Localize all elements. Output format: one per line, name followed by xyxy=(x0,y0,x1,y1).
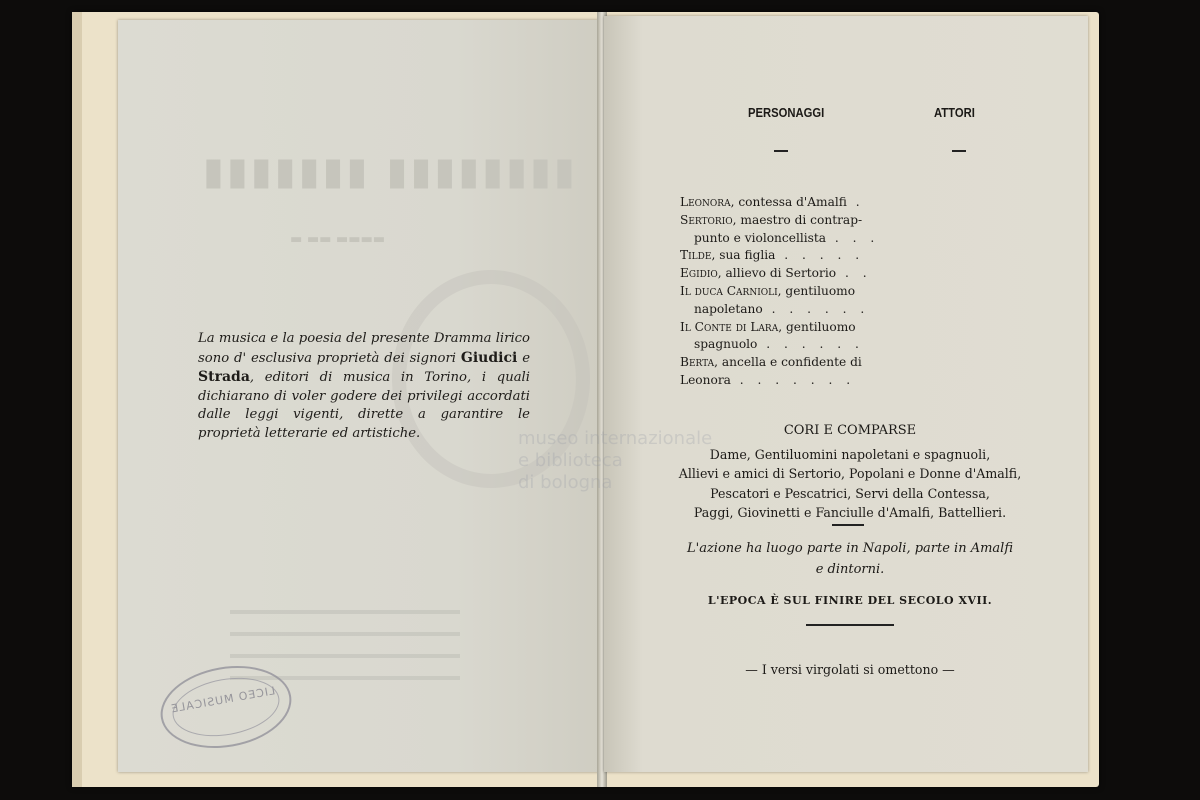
attori-dash xyxy=(952,150,966,152)
cast-dots: . . xyxy=(836,266,872,281)
header-personaggi: PERSONAGGI xyxy=(748,106,825,120)
cast-name: Il Conte di Lara xyxy=(680,319,779,334)
cast-row xyxy=(680,336,890,354)
cast-dots: . . . . . . xyxy=(762,301,870,316)
personaggi-dash xyxy=(774,150,788,152)
cast-row xyxy=(680,283,890,301)
cast-dots: . . . . . xyxy=(775,248,865,263)
watermark-line-3: di bologna xyxy=(518,472,613,493)
azione-line-2: e dintorni. xyxy=(815,562,885,577)
cast-desc: , maestro di contrap- xyxy=(732,212,863,227)
cori-line: Pescatori e Pescatrici, Servi della Contessa, xyxy=(710,485,990,501)
cast-name: Leonora xyxy=(680,195,731,209)
cast-desc: Leonora xyxy=(680,372,731,387)
watermark-line-1: museo internazionale xyxy=(518,428,713,449)
cast-dots: . . . . . . xyxy=(757,337,864,352)
cast-dots: . . . . . . . xyxy=(730,372,856,387)
publisher-strada: Strada xyxy=(198,369,250,386)
notice-text-2: , editori di musica in Torino, i quali dichiarano di voler godere dei privilegi accordati dalle leggi vigenti, dirette a garantire le proprietà letterarie ed artistiche. xyxy=(198,370,530,441)
library-stamp-text: LICEO MUSICALE xyxy=(169,684,277,716)
cast-desc: , gentiluomo xyxy=(777,283,856,298)
cast-desc: spagnuolo xyxy=(694,337,758,352)
right-page xyxy=(604,16,1088,772)
cast-dots: . . . xyxy=(826,230,880,245)
versi-note: — I versi virgolati si omettono — xyxy=(745,662,955,677)
cast-desc: , allievo di Sertorio xyxy=(717,266,837,281)
cast-desc: , gentiluomo xyxy=(778,319,856,334)
cast-desc: punto e violoncellista xyxy=(694,230,827,245)
header-attori: ATTORI xyxy=(934,106,975,120)
cast-row xyxy=(680,194,890,212)
notice-text-1: La musica e la poesia del presente Dramma lirico sono d' esclusiva proprietà dei signori xyxy=(198,331,530,366)
cast-row xyxy=(680,230,890,248)
cast-desc: , sua figlia xyxy=(711,248,776,263)
publisher-giudici: Giudici xyxy=(460,349,518,366)
epoca-note: L'EPOCA È SUL FINIRE DEL SECOLO XVII. xyxy=(707,594,993,607)
cast-desc: napoletano xyxy=(694,301,763,316)
cori-line: Allievi e amici di Sertorio, Popolani e Donne d'Amalfi, xyxy=(678,466,1022,482)
cori-line: Dame, Gentiluomini napoletani e spagnuoli, xyxy=(709,447,991,462)
cast-name: Egidio xyxy=(680,266,718,281)
azione-line-1: L'azione ha luogo parte in Napoli, parte in Amalfi xyxy=(686,541,1014,556)
notice-conjunction: e xyxy=(517,350,530,366)
cast-name: Berta xyxy=(680,355,715,370)
cast-name: Tilde xyxy=(680,248,712,263)
copyright-notice xyxy=(198,330,530,444)
cori-line: Paggi, Giovinetti e Fanciulle d'Amalfi, Battellieri. xyxy=(693,505,1007,521)
cast-name: Il duca Carnioli xyxy=(680,283,778,298)
cast-row xyxy=(680,372,890,390)
cast-row xyxy=(680,265,890,283)
bleed-through-subtitle: ▬▬▬▬ ▬▬ ▬ xyxy=(290,232,386,247)
cast-row xyxy=(680,212,890,230)
cori-list xyxy=(640,445,1060,523)
cover-edge xyxy=(72,12,82,787)
cast-name: Sertorio xyxy=(680,212,733,227)
cori-heading: CORI E COMPARSE xyxy=(783,423,917,438)
cast-desc: , ancella e confidente di xyxy=(714,355,862,370)
cast-list xyxy=(680,194,890,390)
rule-divider xyxy=(806,624,894,626)
cast-desc: , contessa d'Amalfi xyxy=(730,195,847,209)
cast-row xyxy=(680,354,890,372)
cast-row xyxy=(680,301,890,319)
cast-row xyxy=(680,247,890,265)
cast-dots: . xyxy=(846,195,865,209)
watermark-line-2: e biblioteca xyxy=(518,450,623,471)
cast-row xyxy=(680,319,890,337)
azione-note xyxy=(640,538,1060,580)
bleed-through-title: ▮▮▮▮▮▮▮▮ ▮▮▮▮▮▮▮ xyxy=(200,148,575,193)
section-divider xyxy=(832,524,864,526)
